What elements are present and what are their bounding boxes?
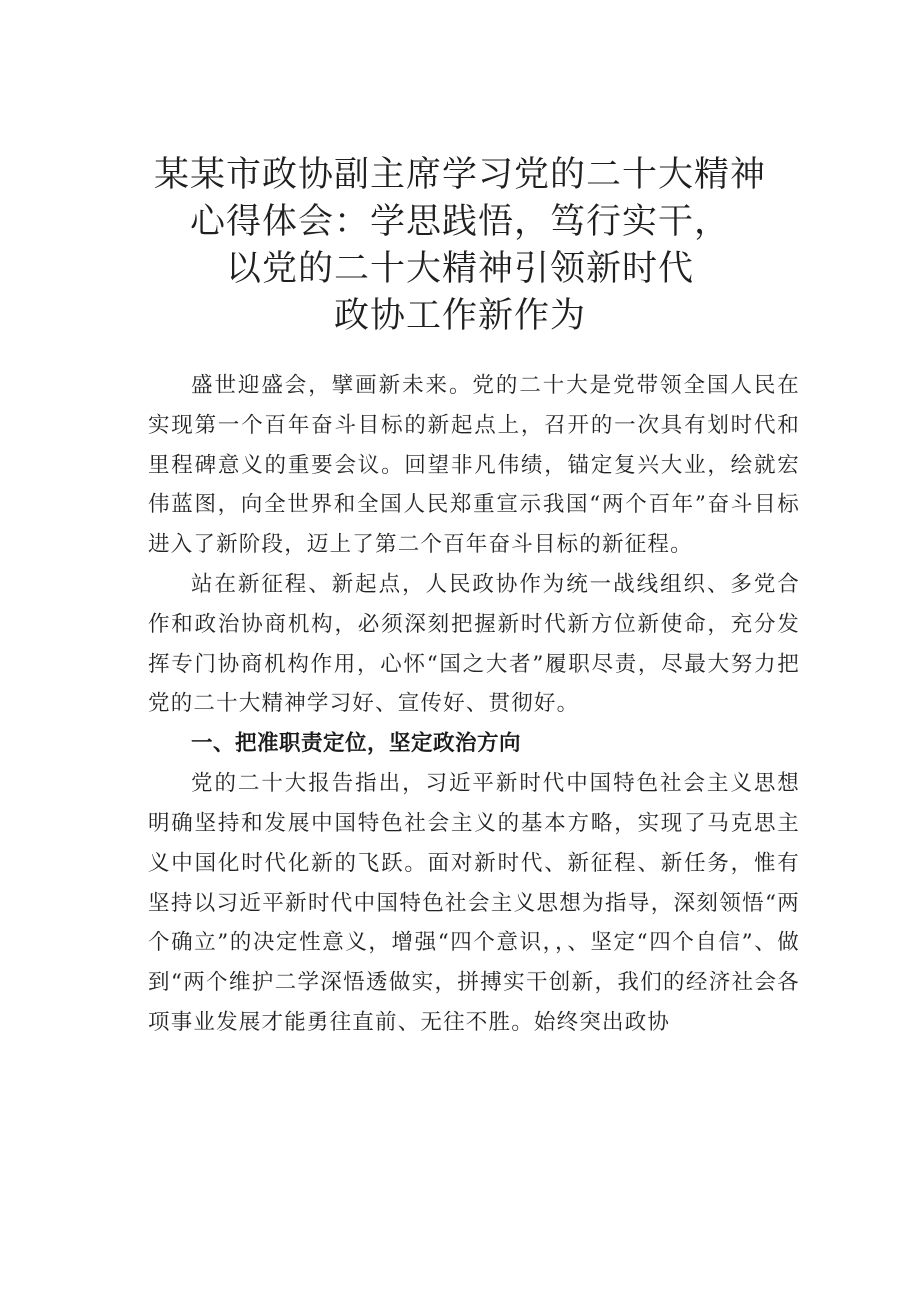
title-line: 某某市政协副主席学习党的二十大精神 bbox=[153, 155, 766, 195]
title-line: 政协工作新作为 bbox=[333, 296, 586, 336]
section-paragraph: 党的二十大报告指出，习近平新时代中国特色社会主义思想明确坚持和发展中国特色社会主义的基本方略，实现了马克思主义中国化时代化新的飞跃。面对新时代、新征程、新任务，惟有坚持以习近平新时代中国特色社会主义思想为指导，深刻领悟“两个确立”的决定性意义，增强“四个意识，，、坚定“四个自信”、做到“两个维护二学深悟透做实，拼搏实干创新，我们的经济社会各项事业发展才能勇往直前、无往不胜。始终突出政协 bbox=[148, 771, 800, 1035]
title-line: 以党的二十大精神引领新时代 bbox=[225, 249, 694, 289]
section-heading: 一、把准职责定位，坚定政治方向 bbox=[191, 731, 522, 757]
intro-paragraph: 盛世迎盛会，擘画新未来。党的二十大是党带领全国人民在实现第一个百年奋斗目标的新起点上，召开的一次具有划时代和里程碑意义的重要会议。回望非凡伟绩，锚定复兴大业，绘就宏伟蓝图，向全世界和全国人民郑重宣示我国“两个百年”奋斗目标进入了新阶段，迈上了第二个百年奋斗目标的新征程。 bbox=[148, 373, 800, 558]
document-title bbox=[100, 152, 820, 340]
title-line: 心得体会：学思践悟，笃行实干， bbox=[189, 202, 730, 242]
context-paragraph: 站在新征程、新起点，人民政协作为统一战线组织、多党合作和政治协商机构，必须深刻把握新时代新方位新使命，充分发挥专门协商机构作用，心怀“国之大者”履职尽责，尽最大努力把党的二十大精神学习好、宣传好、贯彻好。 bbox=[148, 571, 800, 717]
document-body bbox=[148, 366, 800, 1043]
